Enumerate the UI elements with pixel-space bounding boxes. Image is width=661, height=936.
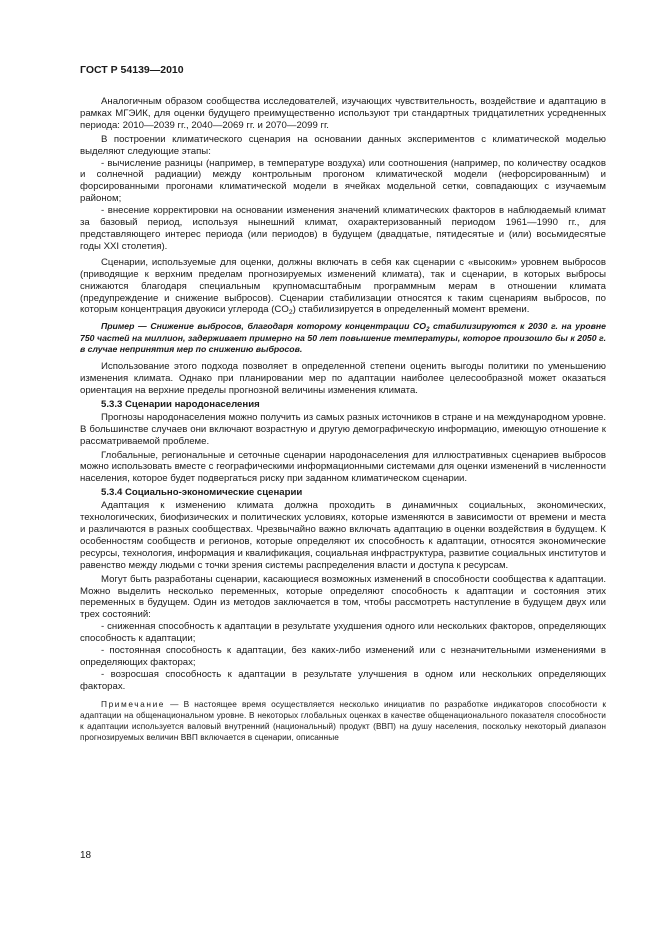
document-page xyxy=(80,64,606,743)
paragraph: В построении климатического сценария на основании данных экспериментов с климатической моделью выделяют следующие этапы: xyxy=(80,133,606,157)
paragraph: Адаптация к изменению климата должна проходить в динамичных социальных, экономических, технологических, биофизических и политических условиях, которые изменяются в зависимости от времени и места и различаются в разных сообществах. Чрезвычайно важно включать адаптацию в оценки воздействия в будущем. К особенностям сообществ и регионов, которые определяют их способность к адаптации, относятся экономические ресурсы, технология, информация и квалификация, социальная инфраструктура, развитие социальных институтов и равенство между людьми с точки зрения системы распределения власти и доступа к ресурсам. xyxy=(80,500,606,571)
body-text xyxy=(80,96,606,693)
paragraph: Аналогичным образом сообщества исследователей, изучающих чувствительность, воздействие и адаптацию в рамках МГЭИК, для оценки будущего преимущественно используют три стандартных тридцатилетних усредненных периода: 2010—2039 гг., 2040—2069 гг. и 2070—2099 гг. xyxy=(80,96,606,131)
example-text: Пример — Снижение выбросов, благодаря которому концентрации CO xyxy=(101,321,427,332)
list-item: - сниженная способность к адаптации в результате ухудшения одного или нескольких факторов, определяющих способность к адаптации; xyxy=(80,621,606,645)
example-block xyxy=(80,321,606,355)
list-item: - возросшая способность к адаптации в результате улучшения в одном или нескольких определяющих факторах. xyxy=(80,668,606,692)
note-text: — В настоящее время осуществляется несколько инициатив по разработке индикаторов способности к адаптации на общенациональном уровне. В некоторых глобальных оценках в качестве общенационального показателя способности к адаптации используется валовый внутренний (национальный) продукт (ВВП) на душу населения, поскольку некоторый диапазон прогнозируемых величин ВВП включается в сценарии, описанные xyxy=(80,698,606,743)
note-label: Примечание xyxy=(101,698,166,709)
paragraph: Глобальные, региональные и сеточные сценарии народонаселения для иллюстративных сценариев выбросов можно использовать вместе с географическими информационными системами для оценки изменений в численности населения, которое будет подвергаться риску при заданном климатическом сценарии. xyxy=(80,449,606,485)
page-number: 18 xyxy=(80,850,92,861)
paragraph xyxy=(80,257,606,317)
list-item: - вычисление разницы (например, в температуре воздуха) или соотношения (например, по количеству осадков и солнечной радиации) между контрольным прогоном климатической модели (нефорсированным) и форсированными прогонами климатической модели в ячейках модельной сетки, совпадающих с изучаемым районом; xyxy=(80,157,606,205)
section-heading-5-3-4: 5.3.4 Социально-экономические сценарии xyxy=(101,487,303,499)
note-block xyxy=(80,699,606,744)
subscript: 2 xyxy=(288,309,293,317)
paragraph-text: Сценарии, используемые для оценки, должны включать в себя как сценарии с «высоким» уровнем выбросов (приводящие к верхним пределам прогнозируемых изменений климата), так и сценарии, в которых выбросы снижаются благодаря специальным крупномасштабным программным мерам в отношении климата (предупреждение и снижение выбросов). Сценарии стабилизации относятся к таким сценариям выбросов, по которым концентрация двуокиси углерода (CO xyxy=(80,256,606,316)
subscript: 2 xyxy=(426,326,430,334)
paragraph-text-end: ) стабилизируется в определенный момент времени. xyxy=(292,304,530,316)
list-item: - постоянная способность к адаптации, без каких-либо изменений или с незначительными изменениями в определяющих факторах; xyxy=(80,645,606,668)
paragraph: Прогнозы народонаселения можно получить из самых разных источников в стране и на международном уровне. В большинстве случаев они включают возрастную и другую демографическую информацию, имеющую отношение к рассматриваемой проблеме. xyxy=(80,411,606,447)
standard-header: ГОСТ Р 54139—2010 xyxy=(80,64,184,76)
section-heading-5-3-3: 5.3.3 Сценарии народонаселения xyxy=(101,398,260,410)
paragraph: Могут быть разработаны сценарии, касающиеся возможных изменений в способности сообщества к адаптации. Можно выделить несколько переменных, которые определяют способность к адаптации и состояния этих переменных в будущем. Один из методов заключается в том, чтобы рассмотреть наступление в будущем двух или трех состояний: xyxy=(80,573,606,621)
example-text-end: стабилизируются к 2030 г. на уровне 750 частей на миллион, задерживает примерно на 50 лет повышение температуры, которое произошло бы к 2050 г. в случае непринятия мер по снижению выбросов. xyxy=(80,321,607,354)
list-item: - внесение корректировки на основании изменения значений климатических факторов в наблюдаемый климат за базовый период, используя нынешний климат, охарактеризованный периодом 1961—1990 гг., для представляющего интерес периода (или периодов) в будущем (двадцатые, пятидесятые и (или) восьмидесятые годы XXI столетия). xyxy=(80,205,606,252)
paragraph: Использование этого подхода позволяет в определенной степени оценить выгоды политики по уменьшению изменения климата. Однако при планировании мер по адаптации наиболее целесообразной может оказаться ориентация на верхние пределы прогнозной величины изменения климата. xyxy=(80,361,606,397)
